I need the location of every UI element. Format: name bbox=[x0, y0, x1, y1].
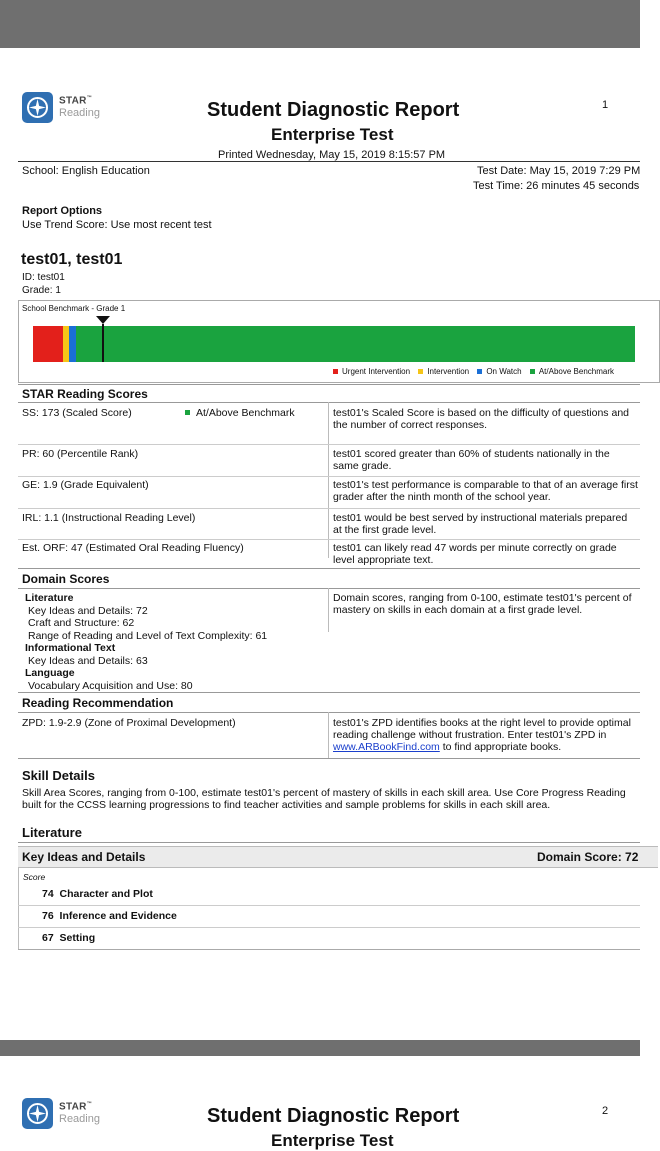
benchmark-segment-at-above-benchmark bbox=[76, 326, 635, 362]
literature-heading: Literature bbox=[22, 825, 82, 840]
score-ss: SS: 173 (Scaled Score) bbox=[22, 407, 132, 419]
benchmark-segment-urgent-intervention bbox=[33, 326, 63, 362]
logo-name: STAR bbox=[59, 95, 87, 107]
domain-heading: Domain Scores bbox=[22, 572, 110, 586]
viewer-page-gap bbox=[0, 1040, 640, 1056]
score-orf-desc: test01 can likely read 47 words per minute correctly on grade level appropriate text. bbox=[333, 542, 617, 566]
report-page-2 bbox=[0, 1056, 640, 1150]
skills-table-title: Key Ideas and Details bbox=[22, 850, 146, 864]
domain-item: Vocabulary Acquisition and Use: 80 bbox=[28, 680, 193, 692]
printed-date: Printed Wednesday, May 15, 2019 8:15:57 PM bbox=[218, 149, 446, 161]
recommendation-heading: Reading Recommendation bbox=[22, 696, 174, 710]
benchmark-status: At/Above Benchmark bbox=[185, 407, 295, 419]
report-options-heading: Report Options bbox=[22, 205, 103, 217]
arbookfind-link[interactable]: www.ARBookFind.com bbox=[333, 741, 440, 753]
benchmark-label: School Benchmark - Grade 1 bbox=[22, 304, 126, 313]
legend-at-above: At/Above Benchmark bbox=[530, 367, 614, 376]
skill-row: 67 Setting bbox=[42, 932, 96, 944]
benchmark-segment-on-watch bbox=[69, 326, 76, 362]
score-column-label: Score bbox=[23, 872, 46, 882]
star-reading-logo: STAR™ Reading bbox=[22, 1098, 114, 1130]
benchmark-legend bbox=[333, 367, 614, 376]
test-time: Test Time: 26 minutes 45 seconds bbox=[473, 180, 640, 192]
zpd-desc: test01's ZPD identifies books at the right level to provide optimal reading challenge without frustration. Enter test01's ZPD in www.ARBookFind.com to find appropriate books. bbox=[333, 717, 631, 753]
domain-informational: Informational Text bbox=[25, 642, 116, 654]
score-orf: Est. ORF: 47 (Estimated Oral Reading Fluency) bbox=[22, 542, 244, 554]
compass-icon bbox=[22, 1098, 53, 1129]
domain-item: Range of Reading and Level of Text Complexity: 61 bbox=[28, 630, 268, 642]
trend-score-option: Use Trend Score: Use most recent test bbox=[22, 219, 212, 231]
student-id: ID: test01 bbox=[22, 272, 65, 283]
score-irl: IRL: 1.1 (Instructional Reading Level) bbox=[22, 512, 196, 524]
report-subtitle: Enterprise Test bbox=[271, 1131, 394, 1150]
score-ge: GE: 1.9 (Grade Equivalent) bbox=[22, 479, 149, 491]
domain-literature: Literature bbox=[25, 592, 74, 604]
score-ge-desc: test01's test performance is comparable to that of an average first grader after the ninth month of the school year. bbox=[333, 479, 638, 503]
benchmark-bar bbox=[33, 326, 635, 362]
legend-on-watch: On Watch bbox=[477, 367, 521, 376]
skill-row: 74 Character and Plot bbox=[42, 888, 153, 900]
score-ss-desc: test01's Scaled Score is based on the difficulty of questions and the number of correct responses. bbox=[333, 407, 629, 431]
viewer-top-band bbox=[0, 0, 640, 48]
report-subtitle: Enterprise Test bbox=[271, 125, 394, 144]
domain-language: Language bbox=[25, 667, 75, 679]
domain-item: Craft and Structure: 62 bbox=[28, 617, 135, 629]
skill-row: 76 Inference and Evidence bbox=[42, 910, 177, 922]
scores-heading: STAR Reading Scores bbox=[22, 387, 148, 401]
score-pr: PR: 60 (Percentile Rank) bbox=[22, 448, 139, 460]
school-name: School: English Education bbox=[22, 165, 150, 177]
skills-heading: Skill Details bbox=[22, 768, 95, 783]
compass-icon bbox=[22, 92, 53, 123]
zpd-range: ZPD: 1.9-2.9 (Zone of Proximal Development) bbox=[22, 717, 236, 729]
score-irl-desc: test01 would be best served by instructional materials prepared at the first grade level. bbox=[333, 512, 628, 536]
domain-item: Key Ideas and Details: 63 bbox=[28, 655, 148, 667]
student-grade: Grade: 1 bbox=[22, 285, 61, 296]
domain-desc: Domain scores, ranging from 0-100, estimate test01's percent of mastery on skills in each domain at a first grade level. bbox=[333, 592, 632, 616]
domain-score: Domain Score: 72 bbox=[537, 850, 639, 864]
test-date: Test Date: May 15, 2019 7:29 PM bbox=[477, 165, 641, 177]
student-name: test01, test01 bbox=[21, 251, 123, 268]
skills-desc: Skill Area Scores, ranging from 0-100, estimate test01's percent of mastery of skills in each skill area. Use Core Progress Reading built for the CCSS learning progressions to find teacher activities and sample problems for skills in each skill area. bbox=[22, 787, 626, 811]
legend-urgent: Urgent Intervention bbox=[333, 367, 410, 376]
report-title: Student Diagnostic Report bbox=[207, 1105, 460, 1127]
star-reading-logo: STAR™ Reading bbox=[22, 92, 114, 124]
legend-intervention: Intervention bbox=[418, 367, 469, 376]
page-number: 2 bbox=[602, 1105, 609, 1117]
header-rule bbox=[18, 161, 640, 162]
report-page-1 bbox=[0, 48, 640, 1040]
score-marker-icon bbox=[96, 316, 110, 367]
domain-item: Key Ideas and Details: 72 bbox=[28, 605, 148, 617]
report-title: Student Diagnostic Report bbox=[207, 99, 460, 121]
page-number: 1 bbox=[602, 99, 609, 111]
logo-product: Reading bbox=[59, 107, 100, 119]
score-pr-desc: test01 scored greater than 60% of students nationally in the same grade. bbox=[333, 448, 610, 472]
